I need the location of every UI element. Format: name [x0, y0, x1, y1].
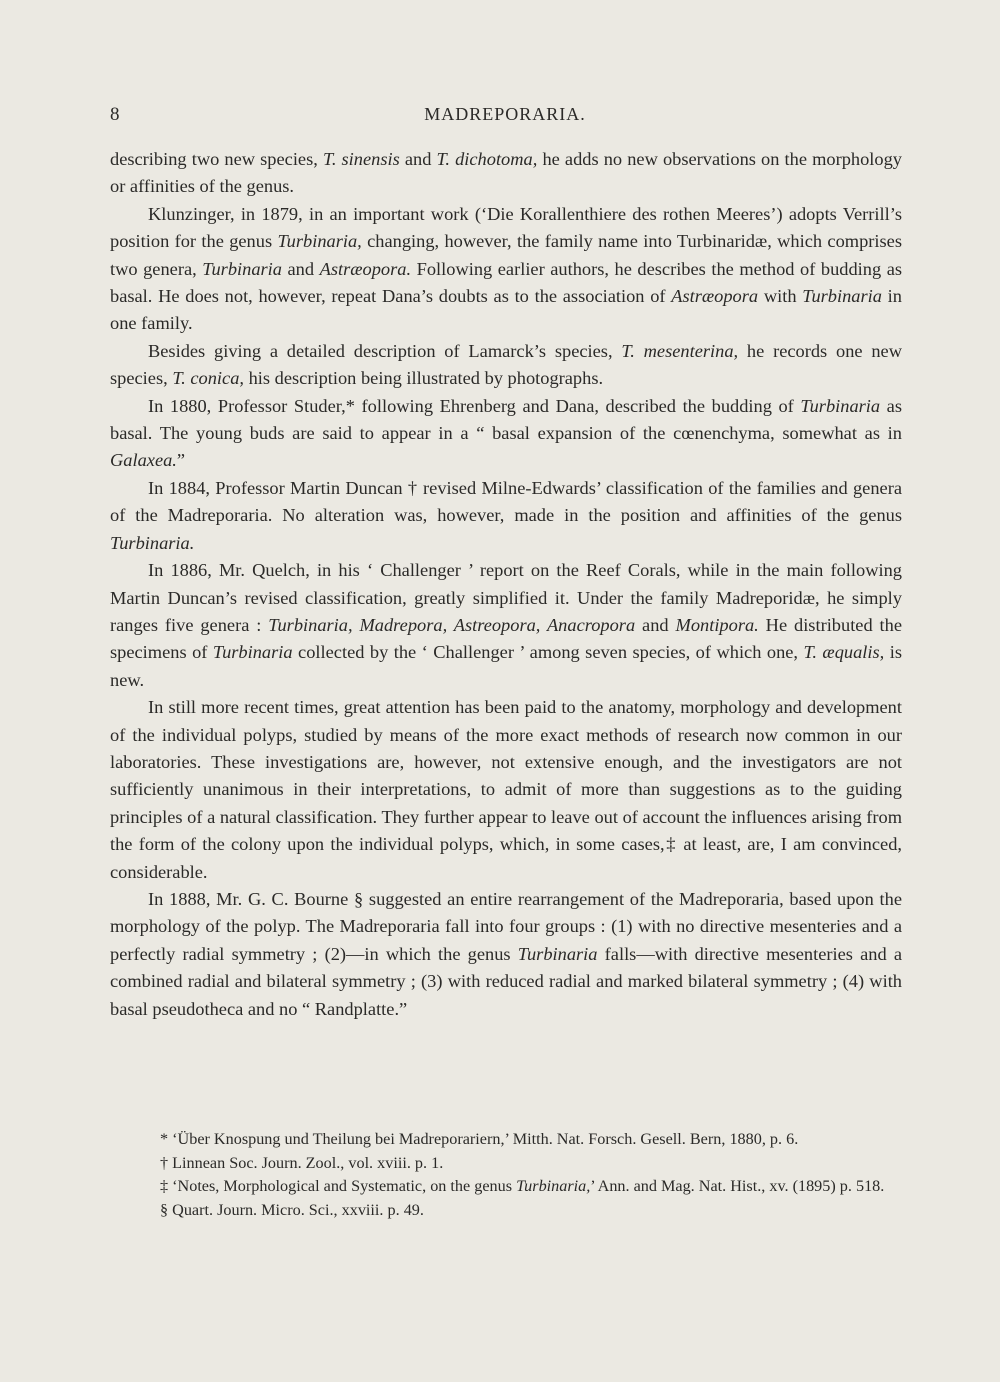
italic-text: T. mesenterina, — [621, 340, 739, 361]
italic-text: Turbinaria — [517, 943, 598, 964]
text-run: in one family. — [110, 286, 902, 334]
text-run: his description being illustrated by photographs. — [244, 368, 604, 389]
text-run: with — [758, 286, 803, 307]
text-run: Besides giving a detailed description of Lamarck’s species, — [148, 340, 622, 361]
text-run: He distributed the specimens of — [110, 614, 903, 663]
italic-text: Turbinaria. — [110, 532, 195, 553]
text-run: collected by the ‘ Challenger ’ among seven species, of which one, — [292, 642, 804, 663]
text-run: § Quart. Journ. Micro. Sci., xxviii. p. 49. — [160, 1200, 424, 1219]
text-run: ’ Ann. and Mag. Nat. Hist., xv. (1895) p. 518. — [590, 1177, 885, 1196]
footnotes — [110, 1128, 910, 1222]
text-run: he adds no new observations on the morphology or affinities of the genus. — [110, 149, 902, 197]
italic-text: Turbinaria — [802, 286, 882, 307]
paragraph — [110, 393, 902, 475]
text-run: In still more recent times, great attention has been paid to the anatomy, morphology and development of the individual polyps, studied by means of the more exact methods of research now common in our laboratories. These investigations are, however, not extensive enough, and the investigators are not sufficiently unanimous in their interpretations, to admit of more than suggestions as to the guiding principles of a natural classification. They further appear to leave out of account the influences arising from the form of the colony upon the individual polyps, which, in some cases,‡ at least, are, I am convinced, considerable. — [110, 697, 902, 882]
italic-text: T. sinensis — [322, 149, 400, 169]
italic-text: Astræopora — [671, 286, 759, 307]
paragraph — [110, 557, 902, 694]
text-run: and — [635, 614, 676, 635]
footnote — [110, 1152, 910, 1176]
italic-text: T. æqualis, — [803, 642, 885, 663]
text-run: as basal. The young buds are said to appear in a “ basal expansion of the cœnenchyma, somewhat as in — [110, 395, 903, 444]
paragraph — [110, 146, 902, 201]
text-run: and — [281, 258, 320, 279]
text-run: changing, however, the family name into Turbinaridæ, which comprises two genera, — [110, 231, 902, 279]
footnote — [110, 1128, 910, 1152]
text-run: In 1886, Mr. Quelch, in his ‘ Challenger ’ report on the Reef Corals, while in the main following Martin Duncan’s revised classification, greatly simplified it. Under the family Madreporidæ, he simply ranges five genera : — [110, 560, 902, 635]
italic-text: Turbinaria — [202, 258, 282, 279]
footnote — [110, 1175, 910, 1199]
paragraph — [110, 338, 902, 393]
paragraph — [110, 201, 902, 338]
text-run: he records one new species, — [110, 340, 902, 389]
italic-text: T. dichotoma, — [436, 149, 538, 169]
page-number: 8 — [110, 104, 120, 125]
page-header — [110, 104, 900, 128]
paragraph — [110, 475, 902, 557]
footnote — [110, 1199, 910, 1223]
text-run: In 1880, Professor Studer,* following Ehrenberg and Dana, described the budding of — [148, 395, 801, 416]
italic-text: Astræopora. — [319, 258, 412, 279]
italic-text: Turbinaria — [212, 642, 293, 663]
text-run: ” — [176, 450, 186, 471]
text-run: * ‘Über Knospung und Theilung bei Madreporariern,’ Mitth. Nat. Forsch. Gesell. Bern, 1880, p. 6. — [160, 1130, 799, 1148]
text-run: ‡ ‘Notes, Morphological and Systematic, on the genus — [160, 1177, 517, 1196]
italic-text: Turbinaria, — [277, 231, 362, 252]
text-run: describing two new species, — [110, 149, 323, 169]
italic-text: Montipora. — [675, 614, 759, 635]
italic-text: Turbinaria, — [516, 1177, 591, 1196]
body-text — [110, 146, 902, 1023]
text-run: † Linnean Soc. Journ. Zool., vol. xviii. p. 1. — [160, 1153, 444, 1172]
text-run: In 1884, Professor Martin Duncan † revised Milne-Edwards’ classification of the families and genera of the Madreporaria. No alteration was, however, made in the position and affinities of the genus — [110, 477, 902, 526]
text-run: falls—with directive mesenteries and a combined radial and bilateral symmetry ; (3) with reduced radial and marked bilateral symmetry ; (4) with basal pseudotheca and no “ Randplatte.” — [110, 943, 902, 1019]
italic-text: Turbinaria, Madrepora, Astreopora, Anacropora — [268, 614, 636, 635]
italic-text: Turbinaria — [800, 395, 881, 416]
text-run: Klunzinger, in 1879, in an important work (‘Die Korallenthiere des rothen Meeres’) adopts Verrill’s position for the genus — [110, 203, 902, 252]
italic-text: Galaxea. — [110, 450, 177, 471]
paragraph — [110, 886, 902, 1023]
text-run: is new. — [110, 642, 902, 690]
italic-text: T. conica, — [172, 368, 244, 389]
text-run: and — [399, 149, 437, 169]
text-run: In 1888, Mr. G. C. Bourne § suggested an entire rearrangement of the Madreporaria, based upon the morphology of the polyp. The Madreporaria fall into four groups : (1) with no directive mesenteries and a perfectly radial symmetry ; (2)—in which the genus — [110, 888, 902, 964]
running-title: MADREPORARIA. — [424, 104, 586, 124]
text-run: Following earlier authors, he describes the method of budding as basal. He does not, however, repeat Dana’s doubts as to the association of — [110, 258, 903, 307]
paragraph — [110, 694, 902, 886]
